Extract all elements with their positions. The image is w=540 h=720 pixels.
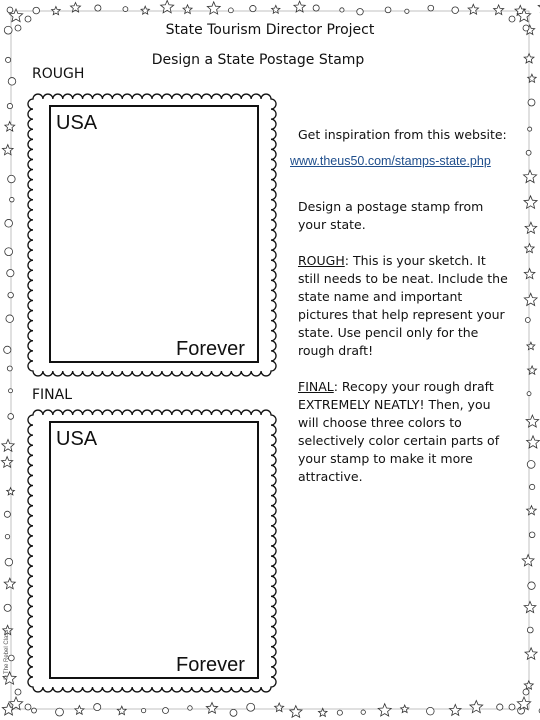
rough-text: : This is your sketch. It still needs to be neat. Include the state name and important pictures that help represent your state. Use pencil only for the rough draft! [298, 253, 508, 358]
inspiration-text: Get inspiration from this website: [298, 127, 507, 142]
border-star-icon [527, 342, 535, 350]
inspiration-line [298, 126, 528, 144]
final-stamp [26, 408, 278, 694]
border-dot [32, 708, 37, 713]
border-star-icon [2, 145, 13, 155]
border-dot [428, 5, 434, 11]
border-star-icon [522, 555, 534, 566]
border-star-icon [494, 5, 504, 15]
border-star-icon [525, 648, 537, 660]
border-star-icon [378, 704, 391, 716]
border-dot [141, 708, 145, 712]
rough-term: ROUGH [298, 253, 345, 268]
border-star-icon [141, 6, 149, 14]
border-dot [9, 389, 13, 393]
border-dot [8, 78, 16, 86]
border-dot [247, 703, 255, 711]
border-dot [497, 704, 503, 710]
border-dot [357, 8, 363, 14]
page-subtitle: Design a State Postage Stamp [151, 52, 365, 68]
border-star-icon [275, 703, 284, 712]
border-dot [4, 346, 11, 353]
border-dot [7, 366, 12, 371]
border-dot [337, 710, 342, 715]
border-dot [525, 317, 530, 322]
border-dot [523, 689, 529, 695]
rough-stamp-country: USA [56, 112, 98, 134]
border-dot [5, 534, 9, 538]
border-dot [528, 99, 535, 106]
border-dot [340, 8, 344, 12]
border-dot [15, 689, 21, 695]
border-star-icon [450, 704, 462, 715]
border-star-icon [525, 222, 537, 233]
border-dot [8, 414, 14, 420]
border-dot [452, 7, 459, 14]
border-star-icon [401, 705, 409, 713]
border-star-icon [206, 703, 217, 714]
border-dot [94, 704, 101, 711]
border-dot [528, 582, 535, 589]
rough-instruction [298, 252, 510, 360]
border-star-icon [75, 706, 84, 715]
border-dot [313, 5, 319, 11]
final-stamp-denomination: Forever [176, 654, 245, 676]
border-star-icon [470, 701, 483, 713]
border-dot [7, 7, 13, 13]
border-dot [529, 532, 535, 538]
border-dot [509, 704, 515, 710]
border-star-icon [524, 681, 533, 689]
border-dot [361, 710, 365, 714]
border-dot [7, 269, 14, 276]
border-dot [4, 604, 11, 611]
border-star-icon [526, 415, 539, 427]
final-section-label: FINAL [32, 387, 73, 403]
border-dot [123, 7, 128, 12]
final-instruction [298, 378, 510, 486]
border-dot [8, 292, 14, 298]
border-dot [228, 8, 233, 13]
border-dot [4, 511, 10, 517]
border-dot [527, 627, 533, 633]
border-star-icon [5, 122, 15, 132]
border-star-icon [7, 488, 15, 495]
border-star-icon [4, 578, 15, 589]
border-dot [528, 127, 532, 131]
border-star-icon [71, 3, 81, 13]
border-star-icon [524, 54, 534, 63]
design-text: Design a postage stamp from your state. [298, 199, 484, 232]
border-star-icon [524, 269, 535, 279]
final-stamp-country: USA [56, 428, 98, 450]
rough-stamp-denomination: Forever [176, 338, 245, 360]
border-star-icon [527, 436, 540, 448]
border-dot [25, 704, 31, 710]
border-dot [385, 7, 391, 13]
copyright-watermark: © The Rebel Class [4, 629, 10, 680]
border-star-icon [52, 7, 61, 15]
border-dot [10, 197, 15, 202]
border-dot [526, 150, 531, 155]
border-dot [230, 709, 237, 716]
border-dot [188, 706, 193, 711]
design-instruction [298, 198, 510, 234]
border-dot [529, 484, 534, 489]
border-dot [95, 5, 101, 11]
border-dot [56, 708, 64, 716]
border-star-icon [468, 4, 478, 14]
border-star-icon [524, 196, 537, 209]
border-dot [33, 7, 40, 14]
border-star-icon [183, 5, 192, 14]
page-title: State Tourism Director Project [165, 22, 375, 38]
border-star-icon [207, 2, 220, 14]
border-star-icon [524, 293, 537, 305]
border-star-icon [294, 1, 305, 12]
final-term: FINAL [298, 379, 334, 394]
border-star-icon [272, 5, 280, 13]
border-star-icon [524, 170, 537, 182]
border-star-icon [117, 706, 126, 715]
border-dot [7, 103, 12, 108]
border-star-icon [290, 706, 302, 718]
final-text: : Recopy your rough draft EXTREMELY NEATLY! Then, you will choose three colors to selectively color certain parts of your stamp to make it more attractive. [298, 379, 500, 484]
border-dot [5, 558, 13, 566]
border-star-icon [525, 244, 535, 253]
border-dot [5, 248, 13, 256]
border-star-icon [2, 439, 14, 451]
border-dot [427, 707, 435, 715]
border-star-icon [524, 601, 536, 612]
border-star-icon [319, 708, 328, 716]
border-dot [527, 460, 535, 468]
border-star-icon [527, 506, 537, 515]
border-dot [163, 708, 169, 714]
stamps-website-link[interactable]: www.theus50.com/stamps-state.php [290, 154, 491, 168]
border-dot [5, 219, 13, 227]
border-dot [527, 392, 531, 396]
border-dot [6, 315, 14, 323]
rough-section-label: ROUGH [32, 66, 85, 82]
rough-stamp [26, 92, 278, 378]
border-dot [250, 5, 256, 11]
border-dot [405, 9, 409, 13]
border-dot [8, 175, 16, 183]
